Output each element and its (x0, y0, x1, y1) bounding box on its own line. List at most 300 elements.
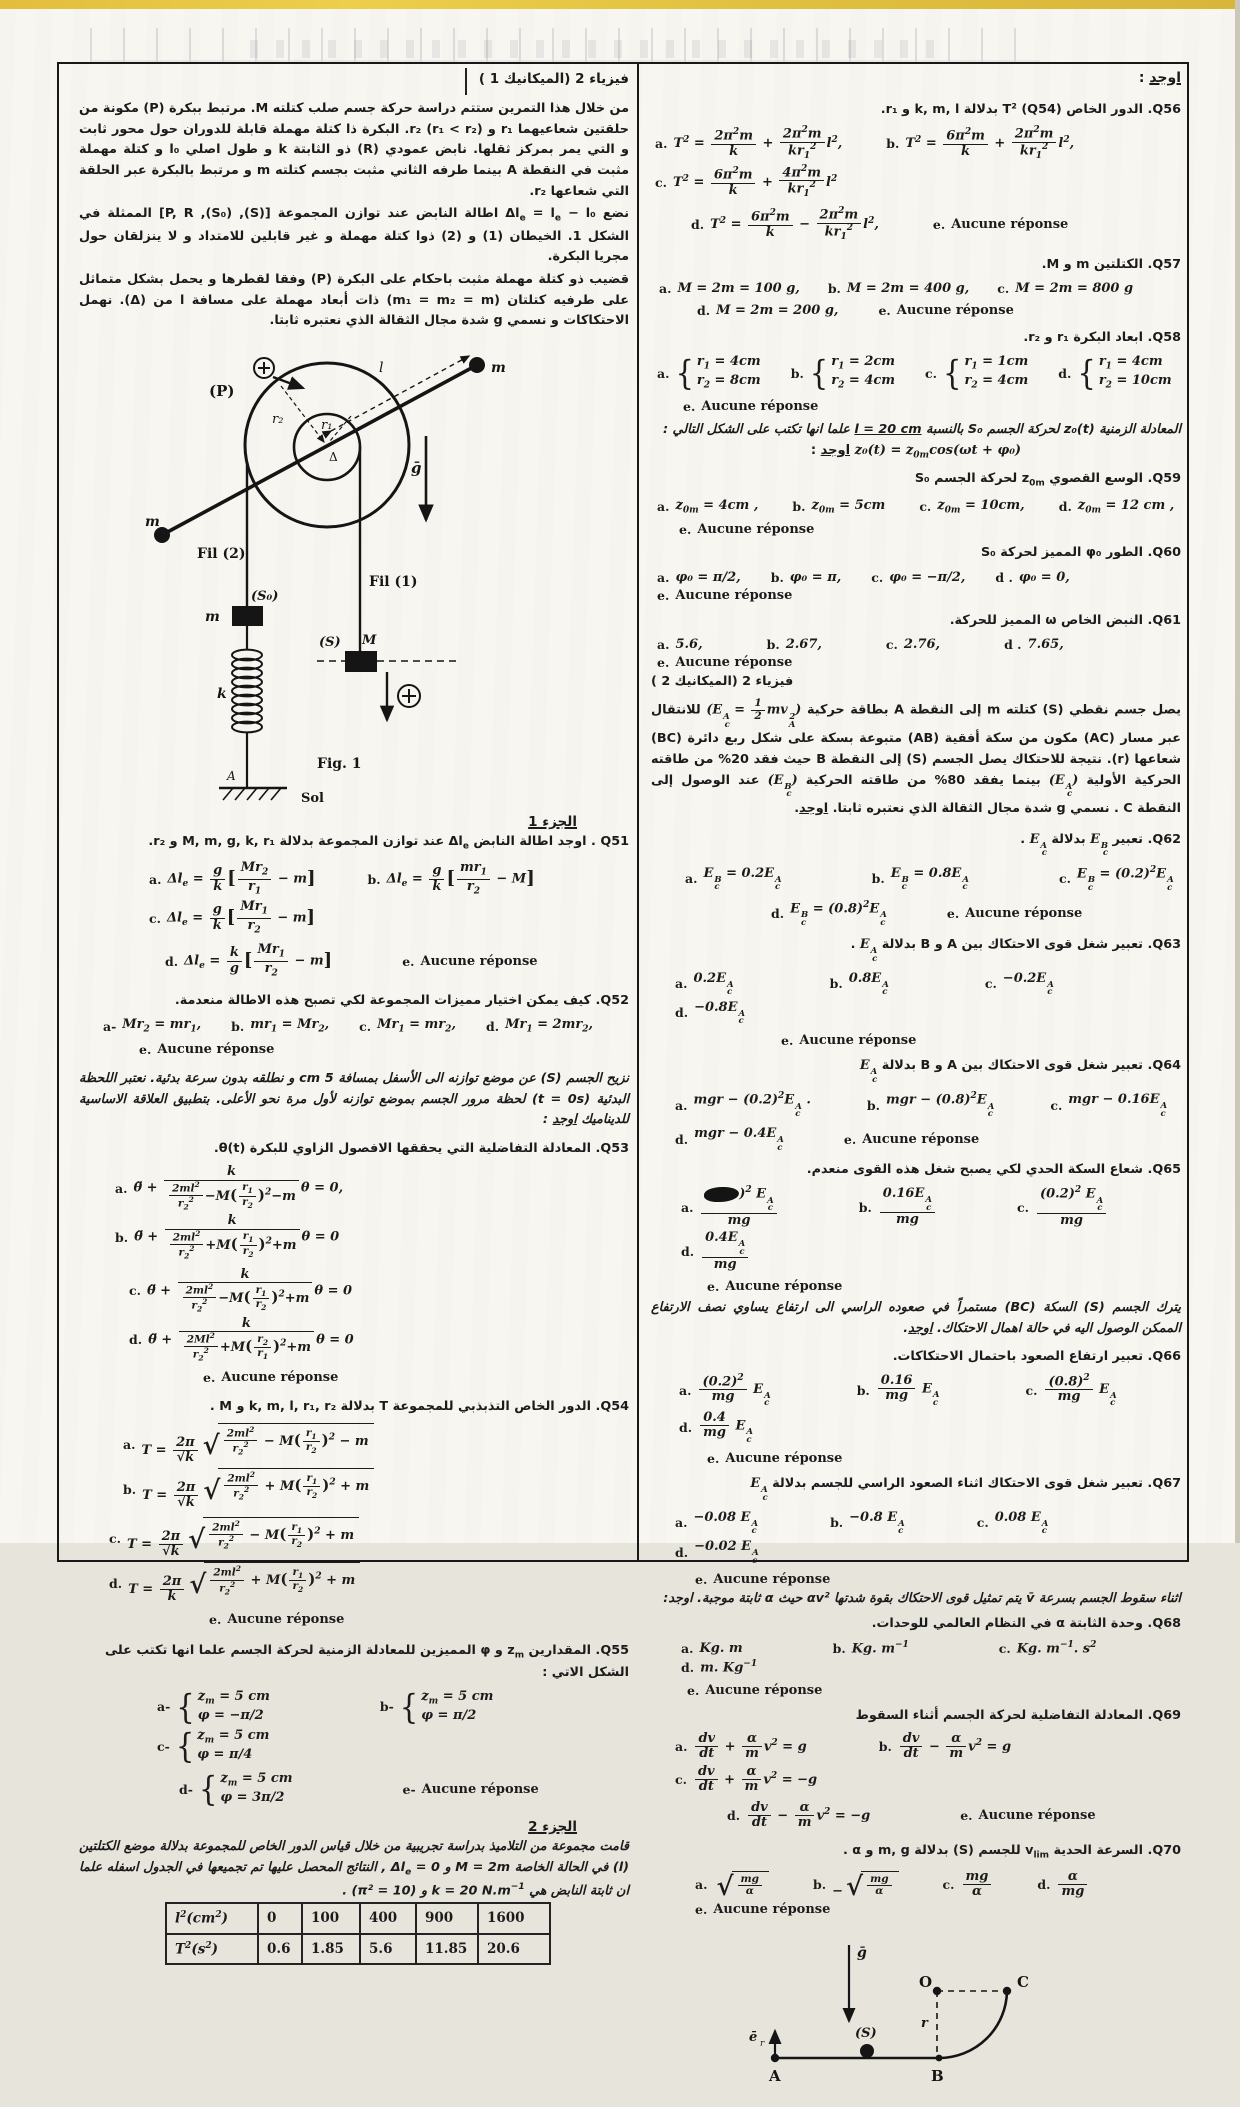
fig1-label-k: k (217, 686, 227, 703)
option-key: c. (925, 365, 938, 381)
question-prompt: Q55. المقدارين $z_m$ و φ المميزين للمعادلة الزمنية لحركة الجسم علما انها تكتب على الشكل الاتي : (104, 1642, 629, 1680)
option-line (79, 1165, 629, 1260)
option-line (651, 1126, 1181, 1152)
option-key: c. (1050, 1097, 1063, 1113)
option-b (859, 1187, 937, 1228)
question-Q51 (79, 832, 629, 979)
option-key: b. (858, 1199, 872, 1215)
option-line (79, 1423, 629, 1510)
option-value: E B c = $(0.2)^2E$ A c (1076, 865, 1174, 893)
option-d (1058, 354, 1171, 393)
left-column (59, 64, 637, 1958)
option-value: φ₀ = π, (789, 569, 842, 585)
option-c (999, 1640, 1097, 1656)
option-value: Kg. $m^{-1}$. $s^2$ (1016, 1640, 1097, 1657)
option-e (403, 1782, 539, 1797)
option-key: b. (856, 1383, 870, 1399)
option-value: { $r_1 = 2cm$ $r_2 = 4cm$ (809, 353, 896, 393)
option-value: φ₀ = −π/2, (889, 569, 966, 585)
option-key: a. (675, 1097, 688, 1113)
option-value: M = 2m = 400 g, (846, 280, 970, 296)
option-value: T = $\frac{2\pi}{√k}$ √ $\frac{2ml^2}{r_2^2}$ − M( $\frac{r_1}{r_2}$ )$^2$ − m (141, 1423, 373, 1465)
option-key: d. (675, 1131, 689, 1147)
question-prompt: Q61. النبض الخاص ω المميز للحركة. (949, 612, 1181, 628)
part1-heading: الجزء 1 (528, 814, 577, 831)
option-d (1004, 637, 1064, 652)
option-key: d . (1004, 636, 1022, 652)
option-value: $Mr_1 = mr_2$, (377, 1017, 456, 1035)
option-key: b. (766, 636, 780, 652)
fig1-label-A: A (227, 769, 236, 784)
option-value: $\frac{0.4}{mg}$ E A c (698, 1411, 753, 1445)
option-value: $\frac{dv}{dt}$ + $\frac{\alpha}{m}$ $v^2 = -g$ (693, 1765, 817, 1795)
part2-heading: الجزء 2 (528, 1819, 577, 1836)
option-value: { $r_1 = 4cm$ $r_2 = 8cm$ (675, 353, 761, 393)
option-d (697, 303, 838, 318)
option-line (651, 1451, 1181, 1466)
option-b (879, 1732, 1011, 1762)
option-a (685, 866, 782, 892)
option-value: $\frac{(0.8)^2}{mg}$ E A c (1043, 1374, 1116, 1408)
question-prompt: Q70. السرعة الحدية $v_{lim}$ للجسم (S) بدلالة m, g و α . (842, 1842, 1181, 1861)
option-key: c. (1058, 871, 1071, 887)
option-line (651, 1870, 1181, 1918)
option-d (129, 1317, 354, 1363)
option-key: c. (976, 1515, 989, 1531)
option-key: e. (695, 1902, 708, 1918)
question-prompt: Q57. الكتلتين m و M. (1041, 256, 1181, 272)
table-cell: 20.6 (478, 1934, 550, 1965)
option-d (486, 1017, 593, 1035)
option-key: e. (878, 302, 891, 318)
fig1-label-s0-mass: m (205, 609, 220, 626)
option-value: $mr_1 = Mr_2$, (250, 1017, 330, 1035)
option-key: d. (681, 1244, 695, 1260)
option-key: c. (149, 910, 161, 926)
option-d (1037, 1870, 1089, 1900)
option-a (675, 1510, 758, 1536)
option-e (781, 1033, 916, 1048)
option-line (651, 637, 1181, 670)
option-value: Aucune réponse (713, 1572, 831, 1588)
option-line (651, 1186, 1181, 1271)
option-d (771, 900, 887, 928)
option-key: a. (695, 1877, 708, 1893)
option-value: Aucune réponse (799, 1033, 917, 1049)
option-value: Aucune réponse (675, 587, 793, 603)
option-key: e. (657, 587, 670, 603)
option-key: a. (685, 871, 698, 887)
option-value: Aucune réponse (705, 1682, 823, 1698)
option-value: { $z_m = 5$ cm φ = π/4 (175, 1726, 270, 1766)
option-value: mgr − 0.16E A c (1068, 1092, 1168, 1119)
option-a (675, 971, 734, 997)
option-value: 5.6, (675, 636, 703, 652)
option-c (1050, 1092, 1167, 1118)
option-value: $\frac{mg}{\alpha}$ (961, 1870, 994, 1900)
option-value: θ̈ + k $\frac{2ml^2}{r_2^2}$ −M( $\frac{r_1}{r_2}$ )$^2$−m θ = 0, (133, 1164, 344, 1212)
table-header-cell: $l^2(cm^2)$ (166, 1903, 258, 1934)
option-e (844, 1132, 979, 1147)
option-e (402, 954, 537, 969)
option-key: a. (657, 636, 670, 652)
release-paragraph: نزيح الجسم (S) عن موضع توازنه الى الأسفل بمسافة 5 cm و نطلقه بدون سرعة بدئية. نعتبر اللحظة البدئية (t = 0s) لحظة مرور الجسم بموضع توازنه لأول مرة نحو الأعلى. بتطبيق العلاقة الاساسية للديناميك اوجد : (79, 1070, 630, 1128)
option-key: d. (697, 302, 711, 318)
question-Q58 (651, 328, 1181, 415)
option-c (925, 354, 1028, 393)
results-table (165, 1902, 551, 1965)
fig2-label-g: ḡ (857, 1945, 867, 1962)
option-value: Aucune réponse (951, 217, 1069, 233)
option-a (675, 1732, 807, 1762)
option-b (830, 1510, 905, 1536)
option-b (886, 126, 1074, 161)
option-value: 0.4E A c mg (700, 1231, 750, 1272)
fig1-label-r2: r₂ (272, 412, 284, 428)
option-line (651, 354, 1181, 393)
option-value: $T^2$ = $\frac{6\pi^2m}{k}$ − $\frac{2\pi^2m}{kr_1^2}$ $l^2$, (710, 206, 879, 242)
figure-1-pulley-system (79, 328, 629, 814)
option-key: e. (960, 1808, 973, 1824)
option-value: { $z_m = 5$ cm φ = π/2 (399, 1687, 494, 1727)
option-value: $\Delta l_e$ = $\frac{g}{k}$ [ $\frac{Mr_1}{r_2}$ − m] (166, 899, 316, 936)
fig2-label-er: ē (749, 2030, 758, 2046)
option-value: { $r_1 = 1cm$ $r_2 = 4cm$ (943, 353, 1029, 393)
question-Q60 (651, 543, 1181, 602)
fig1-label-s0: (S₀) (251, 589, 279, 605)
option-line (651, 971, 1181, 1027)
option-d (109, 1562, 360, 1604)
option-key: a. (657, 365, 670, 381)
option-value: $\Delta l_e$ = $\frac{g}{k}$ [ $\frac{Mr_2}{r_1}$ − m] (167, 860, 316, 897)
option-b (792, 498, 885, 516)
option-value: $\Delta l_e$ = $\frac{k}{g}$ [ $\frac{Mr_1}{r_2}$ − m] (184, 942, 333, 979)
intro-paragraph-1: من خلال هذا التمرين ستتم دراسة حركة جسم صلب كتلته M. مرتبط ببكرة (P) مكونة من حلقتين شعاعيهما r₁ و r₂ (r₁ < r₂). البكرة ذا كتلة مهملة قابلة للدوران حول محور ثابت و التي يمر بمركز ثقلها. نابض عمودي (R) ذو الثابتة k و طول اصلي l₀ و كتلة مهملة مثبت في النقطة A بينما طرفه الثاني مثبت بجسم كتلته m و مرتبط بالبكرة عبر الحلقة التي شعاعها r₂. (79, 100, 630, 199)
option-key: d. (1037, 1877, 1051, 1893)
option-key: d. (727, 1808, 741, 1824)
fig1-label-fil2: Fil (2) (197, 546, 246, 563)
option-line (79, 1689, 629, 1764)
option-value: Aucune réponse (713, 1902, 831, 1918)
option-c (157, 1728, 269, 1764)
fig1-label-g: ḡ (411, 459, 422, 478)
option-c (985, 971, 1054, 997)
option-e (947, 906, 1082, 921)
question-prompt: Q58. ابعاد البكرة r₁ و r₂. (1023, 329, 1181, 345)
option-value: $T^2$ = $\frac{2\pi^2m}{k}$ + $\frac{2\pi^2m}{kr_1^2}$ $l^2$, (673, 125, 843, 161)
question-Q69 (651, 1706, 1181, 1831)
option-value: T = $\frac{2\pi}{√k}$ √ $\frac{2ml^2}{r_2^2}$ + M( $\frac{r_1}{r_2}$ )$^2$ + m (142, 1468, 374, 1510)
option-key: d. (681, 1660, 695, 1676)
option-value: Kg. $m^{-1}$ (851, 1640, 909, 1657)
option-key: c. (129, 1283, 141, 1299)
option-value: 0.8E A c (848, 970, 889, 998)
question-prompt: Q53. المعادلة التفاضلية التي يحققها الافصول الزاوي للبكرة θ(t). (213, 1141, 629, 1157)
option-c (109, 1517, 359, 1559)
option-e (960, 1808, 1095, 1823)
option-value: −0.2E A c (1002, 970, 1054, 998)
option-key: c. (885, 636, 898, 652)
option-a (157, 1689, 270, 1725)
option-e (878, 303, 1013, 318)
option-c (871, 570, 965, 585)
option-value: −0.8 E A c (849, 1509, 905, 1537)
option-value: Aucune réponse (965, 905, 1083, 921)
option-c (997, 281, 1133, 296)
fig1-label-sol: Sol (301, 791, 324, 807)
option-e (679, 522, 814, 537)
option-key: e. (781, 1033, 794, 1049)
option-value: $z_{0m} = 5cm$ (811, 497, 886, 516)
option-key: a. (149, 871, 162, 887)
option-value: $\frac{dv}{dt}$ + $\frac{\alpha}{m}$ $v^2 = g$ (693, 1732, 806, 1762)
fall-paragraph: اثناء سقوط الجسم بسرعة v̄ يتم تمثيل قوى الاحتكاك بقوة شدتها αv² حيث α ثابتة موجبة. اوجد: (663, 1591, 1181, 1607)
option-value: 2.67, (785, 636, 822, 652)
option-value: Kg. m (699, 1640, 743, 1656)
option-value: T = $\frac{2\pi}{k}$ √ $\frac{2ml^2}{r_2^2}$ + M( $\frac{r_1}{r_2}$ )$^2$ + m (128, 1562, 360, 1604)
option-value: Aucune réponse (227, 1611, 345, 1627)
option-key: a. (655, 136, 668, 152)
option-line (651, 1279, 1181, 1294)
option-line (651, 1091, 1181, 1119)
option-key: a- (157, 1699, 171, 1715)
z0-formula: $z_0(t) = z_{0m}\cos(\omega t + \varphi_0)$ اوجد : (810, 443, 1022, 461)
option-d (675, 1126, 784, 1152)
option-value: φ₀ = π/2, (675, 569, 741, 585)
option-key: b. (866, 1097, 880, 1113)
table-cell: 400 (360, 1903, 416, 1934)
option-a (123, 1423, 374, 1465)
option-line (651, 207, 1181, 242)
option-value: E B c = $(0.8)^2E$ A c (790, 899, 887, 928)
table-cell: 1.85 (302, 1934, 360, 1965)
option-value: (0.8 )$^2$ E A c mg (699, 1186, 778, 1228)
option-key: a. (675, 1515, 688, 1531)
question-prompt: Q66. تعبير ارتفاع الصعود باحتمال الاحتكاكات. (892, 1349, 1181, 1365)
option-a (115, 1165, 343, 1211)
option-key: c. (109, 1530, 121, 1546)
option-value: $T^2$ = $\frac{6\pi^2m}{k}$ + $\frac{4\pi^2m}{kr_1^2}$ $l^2$ (672, 163, 838, 200)
option-e (687, 1683, 822, 1698)
option-value: Aucune réponse (725, 1451, 843, 1467)
fig2-label-r: r (921, 2016, 928, 2032)
option-e (695, 1572, 830, 1587)
question-prompt: Q62. تعبير E B c بدلالة E A c . (1020, 831, 1181, 859)
option-key: d. (1058, 499, 1072, 515)
option-a (681, 1641, 743, 1656)
option-key: d. (109, 1576, 123, 1592)
option-line (79, 1268, 629, 1363)
option-c (655, 165, 837, 200)
option-value: mgr − 0.4E A c (694, 1125, 784, 1153)
option-line (651, 865, 1181, 893)
option-key: c. (1016, 1199, 1029, 1215)
option-a (675, 1091, 811, 1119)
table-cell: 5.6 (360, 1934, 416, 1965)
option-key: a. (659, 280, 672, 296)
question-prompt: Q67. تعبير شغل قوى الاحتكاك اثناء الصعود الراسي للجسم بدلالة E A c (750, 1476, 1181, 1504)
option-key: b. (792, 499, 806, 515)
question-Q68 (651, 1614, 1181, 1698)
option-key: a. (657, 499, 670, 515)
table-row (166, 1903, 550, 1934)
option-a (657, 498, 758, 516)
option-e (657, 655, 792, 670)
option-line (651, 1033, 1181, 1048)
option-key: d. (485, 1018, 500, 1034)
option-a (657, 354, 761, 393)
question-prompt: Q51 . اوجد اطالة النابض $\Delta l_e$ عند توازن المجموعة بدلالة M, m, g, k, r₁ و r₂. (148, 834, 629, 852)
option-c (129, 1268, 352, 1314)
option-b (833, 1640, 909, 1656)
option-value: √ $\frac{mg}{\alpha}$ (713, 1871, 769, 1899)
option-key: e. (687, 1682, 700, 1698)
option-value: Aucune réponse (675, 654, 793, 670)
option-a (655, 126, 842, 161)
option-key: a. (675, 1739, 688, 1755)
question-Q70 (651, 1841, 1181, 1918)
option-a (149, 861, 316, 897)
option-value: φ₀ = 0, (1018, 569, 1070, 585)
option-b (828, 281, 969, 296)
table-cell: 1600 (478, 1903, 550, 1934)
option-b (872, 866, 969, 892)
option-value: 0.08 E A c (994, 1509, 1049, 1537)
option-c (1026, 1374, 1117, 1408)
option-key: b. (871, 871, 885, 887)
option-line (79, 1771, 629, 1807)
fig2-label-B: B (931, 2067, 944, 2086)
fig2-label-A: A (769, 2067, 781, 2086)
option-value: M = 2m = 800 g (1015, 280, 1134, 296)
question-prompt: Q59. الوسع القصوي $z_{0m}$ لحركة الجسم S₀ (914, 470, 1181, 489)
option-e (657, 588, 792, 603)
option-line (651, 1801, 1181, 1831)
part2-paragraph: قامت مجموعة من التلاميذ بدراسة تجريبية من خلال قياس الدور الخاص للمجموعة بدلالة موضع الكتلتين (l) في الحالة الخاصة M = 2m و $\Delta l_e = 0$ , النتائج المحصل عليها تم تجميعها في الجدول اسفله علما ان ثابتة النابض هي k = 20 $N.m^{-1}$ و (π² = 10) . (79, 1839, 630, 1899)
option-key: b. (827, 280, 841, 296)
option-value: −0.02 E A c (694, 1538, 759, 1566)
option-key: e. (402, 953, 415, 969)
option-line (651, 281, 1181, 296)
figure-2-drawing (687, 1925, 1127, 2103)
fig1-label-mass-top: m (491, 360, 506, 377)
table-header-cell: $T^2(s^2)$ (166, 1934, 258, 1965)
option-value: $z_{0m} = 4cm$ , (675, 497, 759, 516)
option-a (681, 1186, 779, 1228)
find-heading: اوجد : (1138, 70, 1181, 86)
option-b (231, 1017, 329, 1035)
option-key: d. (129, 1332, 143, 1348)
option-key: c. (871, 569, 884, 585)
option-key: e. (707, 1278, 720, 1294)
option-value: T = $\frac{2\pi}{√k}$ √ $\frac{2ml^2}{r_2^2}$ − M( $\frac{r_1}{r_2}$ )$^2$ + m (127, 1517, 359, 1559)
option-key: e. (209, 1611, 222, 1627)
option-a (657, 570, 741, 585)
figure-1-drawing (79, 328, 619, 810)
question-Q55 (79, 1641, 629, 1808)
option-a (657, 637, 703, 652)
option-b (830, 971, 889, 997)
option-e (683, 399, 818, 414)
option-key: e. (695, 1572, 708, 1588)
option-key: a. (675, 976, 688, 992)
option-c (977, 1510, 1049, 1536)
option-key: d. (691, 217, 705, 233)
option-value: Aucune réponse (221, 1370, 339, 1385)
option-line (651, 522, 1181, 537)
option-a (103, 1017, 201, 1035)
option-value: $\frac{\alpha}{mg}$ (1056, 1870, 1089, 1900)
fig1-label-s: (S) (319, 635, 341, 651)
option-key: a. (657, 569, 670, 585)
option-value: − √ $\frac{mg}{\alpha}$ (832, 1871, 898, 1899)
option-line (651, 498, 1181, 516)
question-Q53 (79, 1139, 629, 1385)
fig1-label-l: l (379, 360, 384, 377)
option-line (651, 1732, 1181, 1794)
option-key: c. (1025, 1383, 1038, 1399)
option-key: b. (829, 976, 843, 992)
option-value: Aucune réponse (421, 1781, 539, 1797)
mech2-label: فيزياء 2 (الميكانيك 2 ) (651, 673, 794, 689)
fig2-label-S: (S) (855, 2026, 877, 2042)
option-key: b. (790, 365, 804, 381)
option-value: $\Delta l_e$ = $\frac{g}{k}$ [ $\frac{mr_1}{r_2}$ − M] (386, 860, 535, 897)
option-line (651, 900, 1181, 928)
option-c (1017, 1186, 1108, 1228)
option-key: e. (139, 1041, 152, 1057)
question-Q54 (79, 1397, 629, 1627)
option-key: b. (830, 1515, 844, 1531)
option-e (695, 1902, 830, 1917)
option-e (139, 1042, 274, 1057)
option-key: b. (231, 1018, 245, 1034)
option-value: mgr − $(0.8)^2E$ A c (885, 1091, 995, 1120)
option-key: c. (919, 499, 932, 515)
option-line (651, 1572, 1181, 1587)
question-Q65 (651, 1160, 1181, 1294)
option-value: $T^2$ = $\frac{6\pi^2m}{k}$ + $\frac{2\pi^2m}{kr_1^2}$ $l^2$, (905, 125, 1075, 161)
question-prompt: Q52. كيف يمكن اختيار مميزات المجموعة لكي تصبح هذه الاطالة منعدمة. (174, 993, 629, 1009)
bleed-through-marks-2 (250, 40, 950, 58)
option-line (79, 1017, 629, 1035)
option-key: c. (984, 976, 997, 992)
option-c (1059, 865, 1174, 893)
option-d (681, 1231, 750, 1272)
option-b (771, 570, 842, 585)
option-b (791, 354, 895, 393)
option-line (79, 1517, 629, 1604)
option-key: e. (657, 654, 670, 670)
option-line (651, 303, 1181, 318)
option-d (179, 1771, 293, 1807)
option-value: { $z_m = 5$ cm φ = −π/2 (176, 1687, 270, 1727)
option-a (659, 281, 800, 296)
option-key: e. (946, 905, 960, 921)
question-Q57 (651, 255, 1181, 318)
fig1-label-M: M (362, 633, 377, 649)
table-cell: 0.6 (258, 1934, 302, 1965)
fig1-label-delta: Δ (329, 450, 338, 465)
option-b (115, 1214, 339, 1260)
fig2-label-O: O (919, 1973, 933, 1992)
option-d (675, 1539, 759, 1565)
option-value: −0.08 E A c (693, 1509, 759, 1537)
option-key: c. (998, 1640, 1011, 1656)
option-value: $\frac{0.16}{mg}$ E A c (876, 1374, 940, 1408)
option-key: b. (115, 1230, 129, 1246)
option-line (651, 1640, 1181, 1676)
